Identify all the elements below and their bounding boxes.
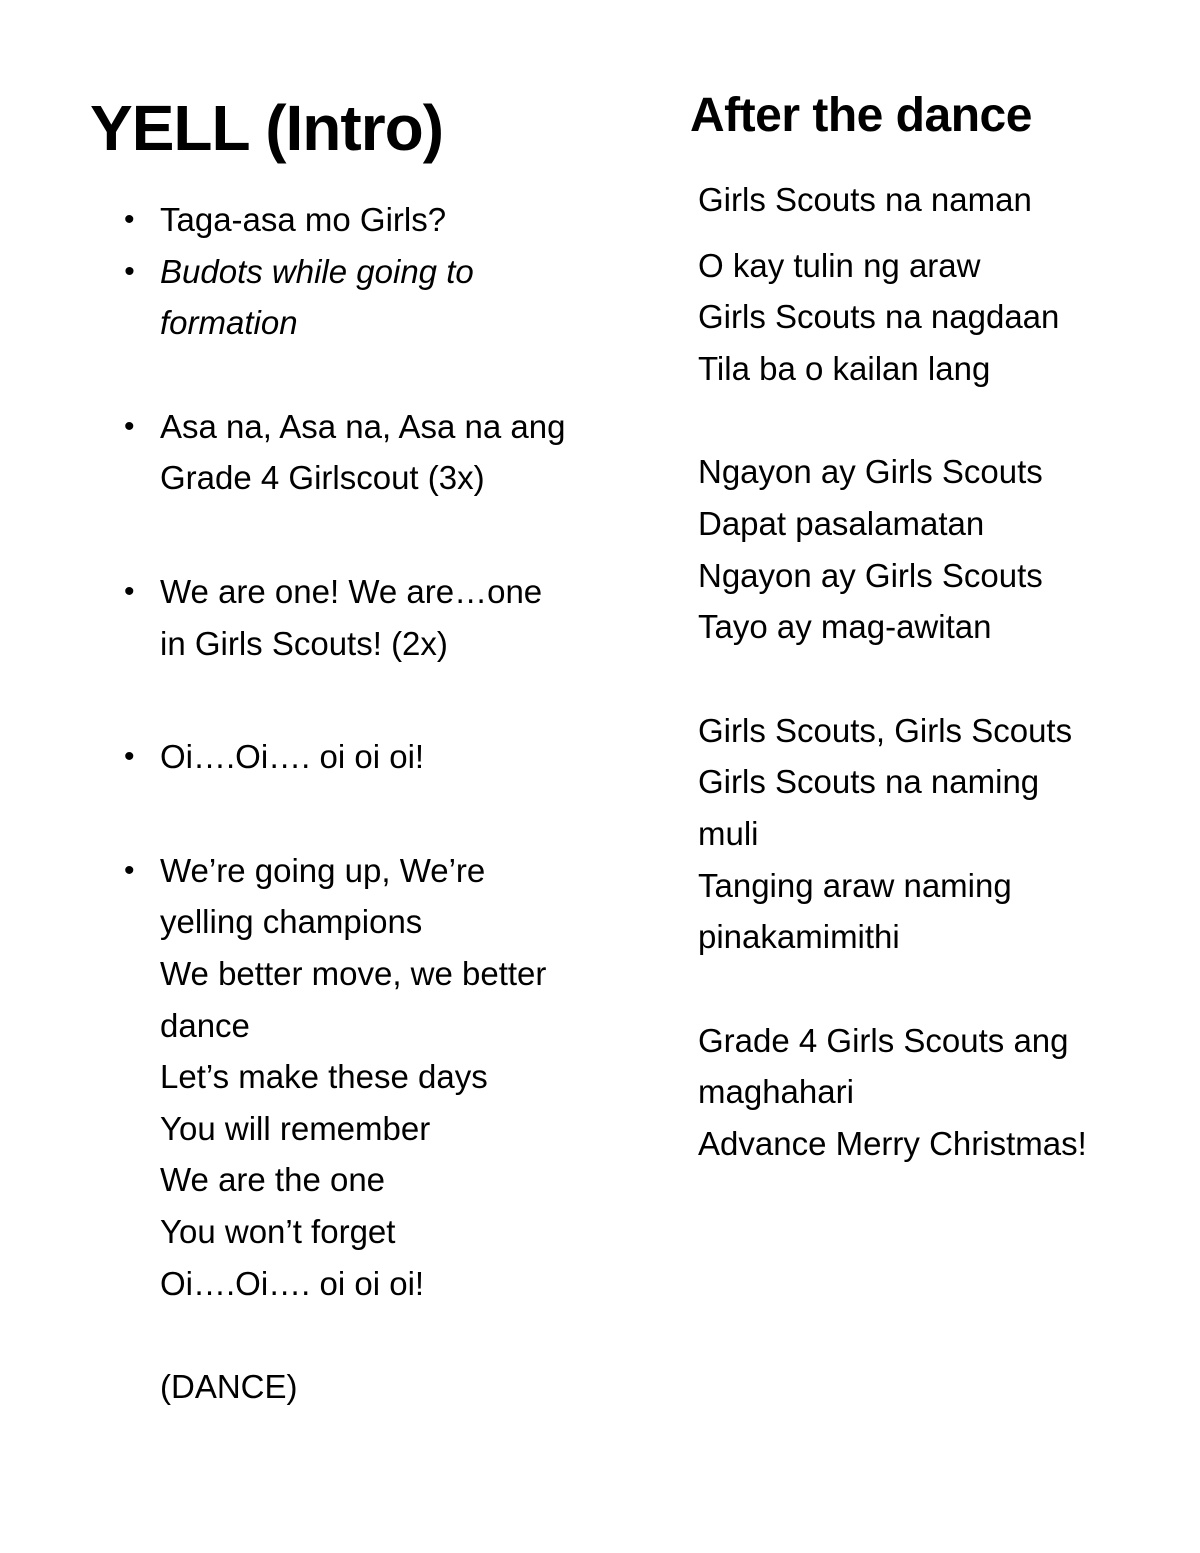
stanza: Ngayon ay Girls Scouts Dapat pasalamatan Ngayon ay Girls Scouts Tayo ay mag-awitan [698, 453, 1043, 646]
bullet-icon: • [124, 853, 135, 887]
yell-title: YELL (Intro) [90, 92, 443, 164]
stanza: O kay tulin ng araw Girls Scouts na nagdaan Tila ba o kailan lang [698, 246, 1060, 387]
list-item: • Oi….Oi…. oi oi oi! [90, 731, 610, 783]
list-item: • Asa na, Asa na, Asa na ang Grade 4 Girlscout (3x) [90, 401, 610, 504]
stanza: Girls Scouts, Girls Scouts Girls Scouts na naming muli Tanging araw naming pinakamimithi [698, 711, 1073, 956]
dance-note: (DANCE) [160, 1368, 298, 1406]
bullet-icon: • [124, 740, 135, 774]
after-dance-title: After the dance [690, 89, 1032, 142]
bullet-icon: • [124, 203, 135, 236]
after-dance-column [690, 84, 1170, 1170]
yell-list [90, 194, 610, 1413]
list-item: • We are one! We are…one in Girls Scouts! (2x) [90, 566, 610, 669]
stanza: Grade 4 Girls Scouts ang maghahari Advance Merry Christmas! [698, 1021, 1087, 1162]
list-item: • Taga-asa mo Girls? [90, 194, 610, 246]
yell-column [90, 86, 610, 1413]
list-item: • Budots while going to formation [90, 246, 610, 349]
bullet-icon: • [124, 574, 135, 608]
bullet-icon: • [124, 254, 135, 288]
list-item: • We’re going up, We’re yelling champions We better move, we better dance Let’s make these days You will remember We are the one You won’t forget Oi….Oi…. oi oi oi! [90, 845, 610, 1309]
bullet-icon: • [124, 409, 135, 443]
stanza: Girls Scouts na naman [698, 181, 1032, 218]
